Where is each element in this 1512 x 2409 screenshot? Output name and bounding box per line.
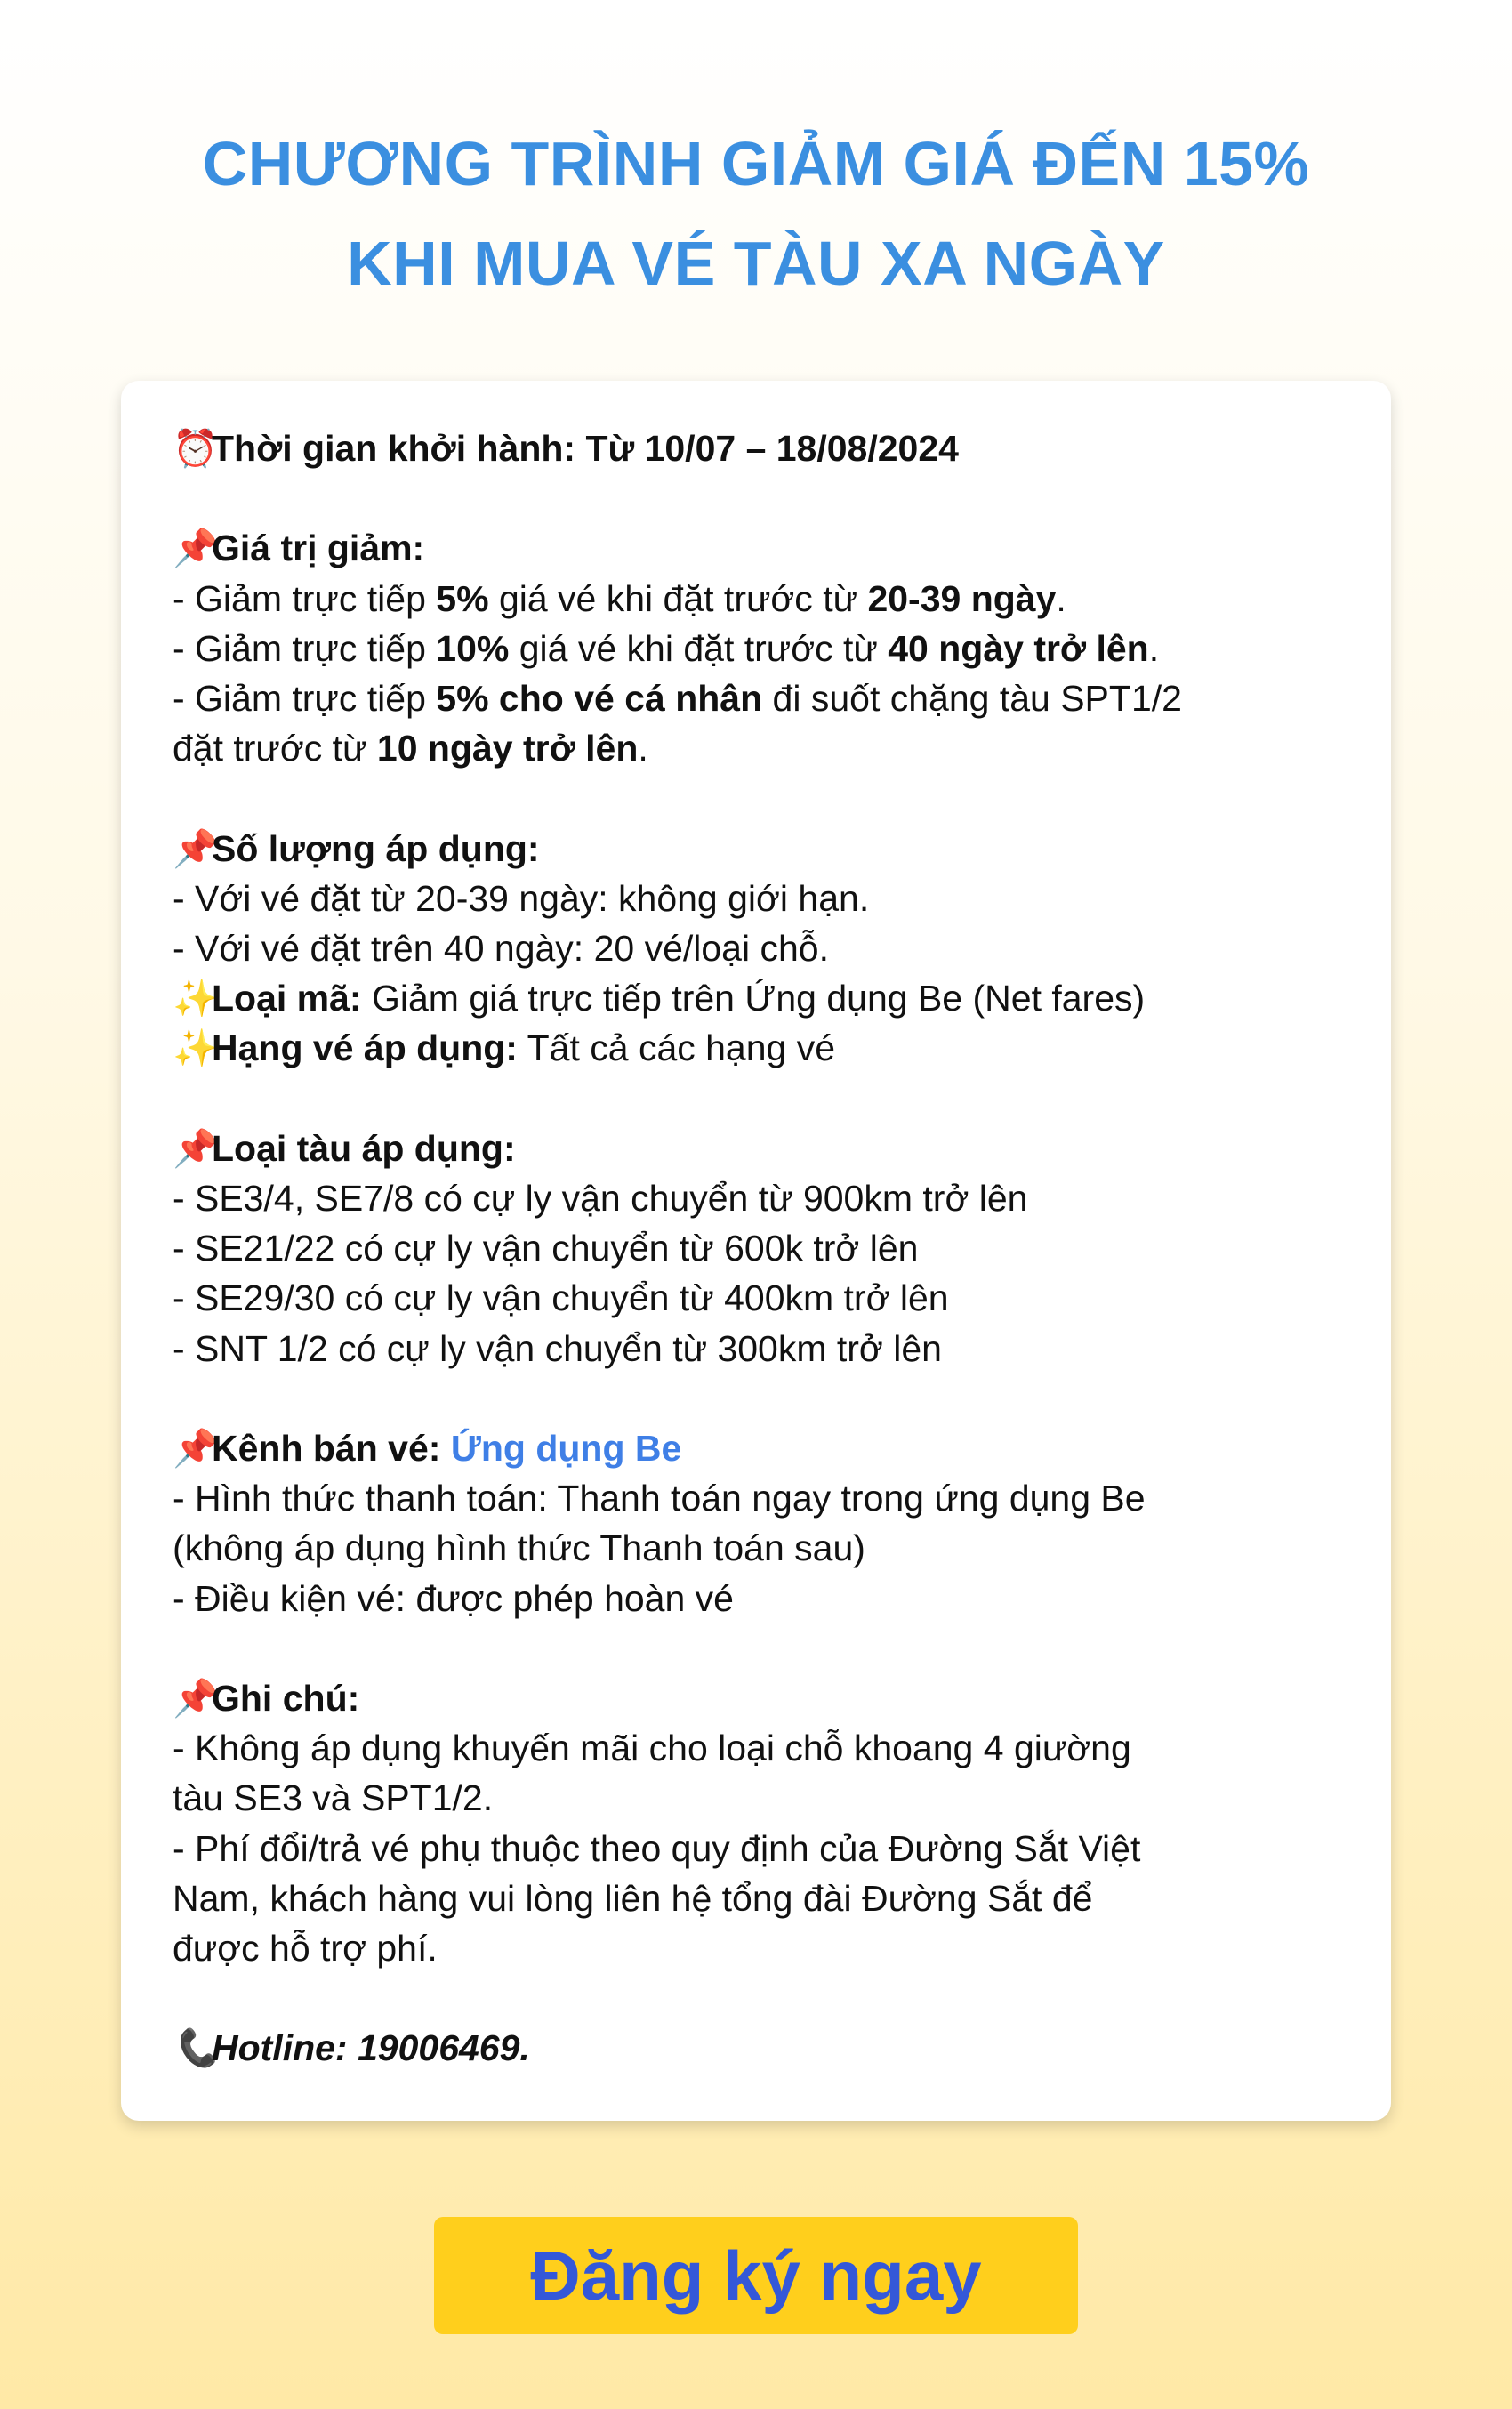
discount-item-3-cont-pre: đặt trước từ xyxy=(173,728,377,769)
discount-item-2 xyxy=(173,624,1355,673)
discount-item-2-percent: 10% xyxy=(436,627,510,669)
code-type-label: Loại mã: xyxy=(212,978,362,1019)
channel-heading xyxy=(173,1423,1355,1473)
discount-item-3 xyxy=(173,673,1355,723)
ticket-class-label: Hạng vé áp dụng: xyxy=(212,1027,518,1069)
channel-item: (không áp dụng hình thức Thanh toán sau) xyxy=(173,1527,865,1569)
pushpin-icon: 📌 xyxy=(173,827,219,869)
note-item: Nam, khách hàng vui lòng liên hệ tổng đài Đường Sắt để xyxy=(173,1877,1093,1919)
discount-heading xyxy=(173,523,1355,573)
promo-details-content xyxy=(173,423,1355,2074)
promo-details-card xyxy=(121,381,1391,2121)
discount-item-2-pre: - Giảm trực tiếp xyxy=(173,627,437,669)
train-item: - SE29/30 có cự ly vận chuyển từ 400km trở lên xyxy=(173,1277,949,1319)
sparkles-icon: ✨ xyxy=(173,1027,219,1069)
trains-heading-text: Loại tàu áp dụng: xyxy=(212,1127,516,1169)
discount-heading-text: Giá trị giảm: xyxy=(212,528,425,569)
title-line-2: KHI MUA VÉ TÀU XA NGÀY xyxy=(347,229,1165,298)
be-app-link[interactable]: Ứng dụng Be xyxy=(450,1428,682,1469)
discount-item-1-percent: 5% xyxy=(436,577,489,619)
hotline xyxy=(173,2023,1355,2073)
notes-heading-text: Ghi chú: xyxy=(212,1678,360,1719)
train-item: - SNT 1/2 có cự ly vận chuyển từ 300km trở lên xyxy=(173,1327,942,1369)
quantity-item-2: - Với vé đặt trên 40 ngày: 20 vé/loại chỗ. xyxy=(173,928,829,969)
code-type-value: Giảm giá trực tiếp trên Ứng dụng Be (Net fares) xyxy=(361,978,1146,1019)
discount-item-1-pre: - Giảm trực tiếp xyxy=(173,577,437,619)
pushpin-icon: 📌 xyxy=(173,1678,219,1719)
title-line-1: CHƯƠNG TRÌNH GIẢM GIÁ ĐẾN 15% xyxy=(202,129,1310,198)
discount-item-3-mid: đi suốt chặng tàu SPT1/2 xyxy=(762,678,1182,719)
quantity-heading-text: Số lượng áp dụng: xyxy=(212,827,540,869)
ticket-class-value: Tất cả các hạng vé xyxy=(517,1027,836,1069)
discount-item-2-post: . xyxy=(1148,627,1160,669)
discount-item-1-mid: giá vé khi đặt trước từ xyxy=(488,577,868,619)
pushpin-icon: 📌 xyxy=(173,1428,219,1469)
sparkles-icon: ✨ xyxy=(173,978,219,1019)
channel-item: - Điều kiện vé: được phép hoàn vé xyxy=(173,1577,734,1619)
discount-item-2-mid: giá vé khi đặt trước từ xyxy=(509,627,889,669)
code-type xyxy=(173,973,1355,1023)
alarm-clock-icon: ⏰ xyxy=(173,428,219,469)
ticket-class xyxy=(173,1023,1355,1073)
discount-item-1-post: . xyxy=(1056,577,1066,619)
pushpin-icon: 📌 xyxy=(173,1127,219,1169)
discount-item-3-cont xyxy=(173,723,1355,773)
pushpin-icon: 📌 xyxy=(173,528,219,569)
channel-heading-text: Kênh bán vé: xyxy=(212,1428,451,1469)
register-now-button[interactable]: Đăng ký ngay xyxy=(434,2217,1078,2334)
note-item: được hỗ trợ phí. xyxy=(173,1928,438,1970)
train-item: - SE21/22 có cự ly vận chuyển từ 600k trở lên xyxy=(173,1228,919,1269)
discount-item-1 xyxy=(173,574,1355,624)
discount-item-3-cont-post: . xyxy=(638,728,648,769)
discount-item-3-percent: 5% cho vé cá nhân xyxy=(436,678,763,719)
discount-item-1-days: 20-39 ngày xyxy=(867,577,1057,619)
discount-item-2-days: 40 ngày trở lên xyxy=(888,627,1149,669)
departure-time-text: Thời gian khởi hành: Từ 10/07 – 18/08/2024 xyxy=(212,428,959,469)
notes-heading xyxy=(173,1673,1355,1723)
hotline-text[interactable]: Hotline: 19006469. xyxy=(212,2027,530,2069)
discount-item-3-pre: - Giảm trực tiếp xyxy=(173,678,437,719)
note-item: - Không áp dụng khuyến mãi cho loại chỗ khoang 4 giường xyxy=(173,1728,1131,1769)
trains-heading xyxy=(173,1124,1355,1173)
channel-item: - Hình thức thanh toán: Thanh toán ngay trong ứng dụng Be xyxy=(173,1478,1146,1519)
telephone-icon: 📞 xyxy=(173,2027,219,2069)
departure-time xyxy=(173,423,1355,473)
discount-item-3-cont-days: 10 ngày trở lên xyxy=(376,728,639,769)
note-item: - Phí đổi/trả vé phụ thuộc theo quy định của Đường Sắt Việt xyxy=(173,1827,1141,1869)
quantity-item-1: - Với vé đặt từ 20-39 ngày: không giới hạn. xyxy=(173,877,870,919)
page-title xyxy=(0,114,1512,313)
train-item: - SE3/4, SE7/8 có cự ly vận chuyển từ 900km trở lên xyxy=(173,1178,1028,1219)
quantity-heading xyxy=(173,824,1355,874)
note-item: tàu SE3 và SPT1/2. xyxy=(173,1777,494,1819)
